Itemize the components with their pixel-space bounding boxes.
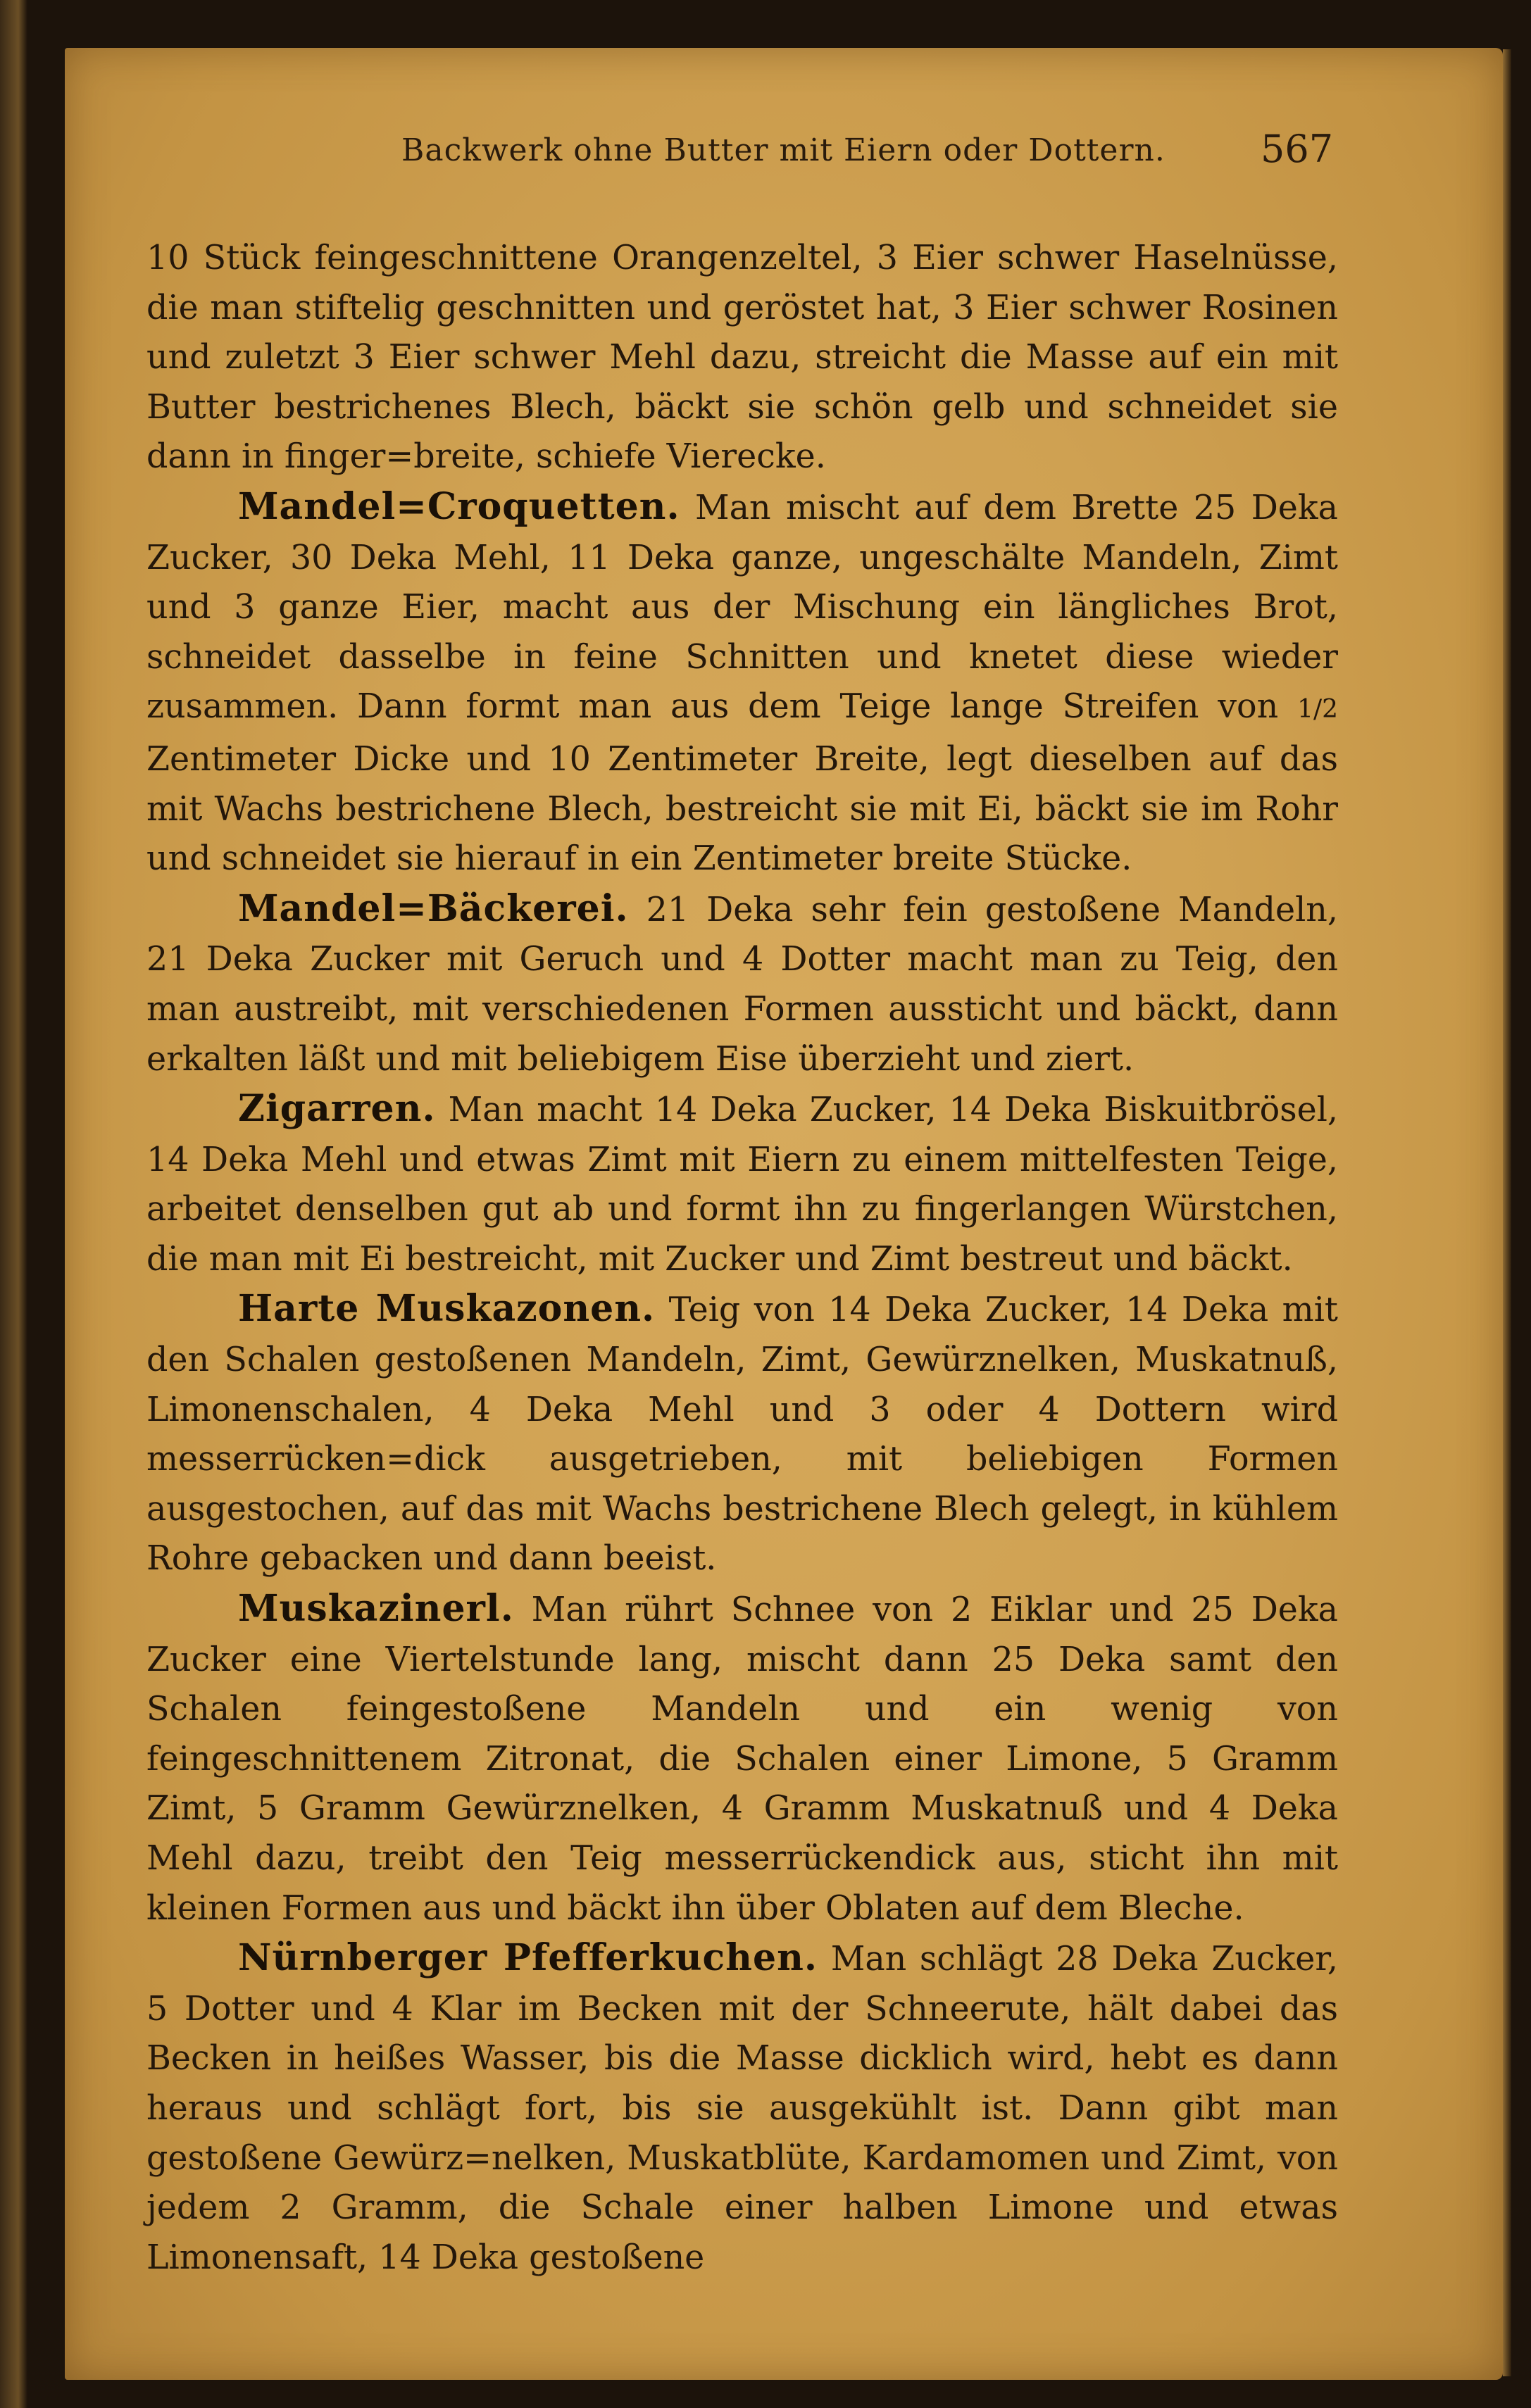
recipe-text: 21 Deka sehr fein gestoßene Mandeln, 21 Deka Zucker mit Geruch und 4 Dotter macht man zu Teig, den man austreibt, mit verschiedenen Formen aussticht und bäckt, dann erkalten läßt und mit beliebigem Eise überzieht und ziert.	[146, 890, 1338, 1079]
recipe-nuernberger-pfefferkuchen	[146, 1933, 1338, 2283]
recipe-mandel-baeckerei	[146, 884, 1338, 1084]
recipe-title: Zigarren.	[238, 1087, 436, 1131]
recipe-text: Man mischt auf dem Brette 25 Deka Zucker, 30 Deka Mehl, 11 Deka ganze, ungeschälte Mandeln, Zimt und 3 ganze Eier, macht aus der Mischung ein längliches Brot, schneidet dasselbe in feine Schnitten und knetet diese wieder zusammen. Dann formt man aus dem Teige lange Streifen von	[146, 488, 1338, 727]
recipe-text: Teig von 14 Deka Zucker, 14 Deka mit den Schalen gestoßenen Mandeln, Zimt, Gewürznelken, Muskatnuß, Limonenschalen, 4 Deka Mehl und 3 oder 4 Dottern wird messerrücken=dick ausgetrieben, mit beliebigen Formen ausgestochen, auf das mit Wachs bestrichene Blech gelegt, in kühlem Rohre gebacken und dann beeist.	[146, 1291, 1338, 1579]
recipe-text-continued: Zentimeter Dicke und 10 Zentimeter Breite, legt dieselben auf das mit Wachs bestrichene Blech, bestreicht sie mit Ei, bäckt sie im Rohr und schneidet sie hierauf in ein Zentimeter breite Stücke.	[146, 739, 1338, 879]
recipe-title: Muskazinerl.	[238, 1587, 514, 1631]
recipe-title: Nürnberger Pfefferkuchen.	[238, 1936, 818, 1980]
intro-paragraph: 10 Stück feingeschnittene Orangenzeltel, 3 Eier schwer Haselnüsse, die man stiftelig geschnitten und geröstet hat, 3 Eier schwer Rosinen und zuletzt 3 Eier schwer Mehl dazu, streicht die Masse auf ein mit Butter bestrichenes Blech, bäckt sie schön gelb und schneidet sie dann in finger=breite, schiefe Vierecke.	[146, 239, 1338, 477]
page-edge	[1503, 49, 1511, 2376]
recipe-mandel-croquetten	[146, 482, 1338, 884]
recipe-text: Man macht 14 Deka Zucker, 14 Deka Biskuitbrösel, 14 Deka Mehl und etwas Zimt mit Eiern zu einem mittelfesten Teige, arbeitet denselben gut ab und formt ihn zu fingerlangen Würstchen, die man mit Ei bestreicht, mit Zucker und Zimt bestreut und bäckt.	[146, 1091, 1338, 1279]
recipe-zigarren	[146, 1084, 1338, 1284]
recipe-text: Man schlägt 28 Deka Zucker, 5 Dotter und 4 Klar im Becken mit der Schneerute, hält dabei das Becken in heißes Wasser, bis die Masse dicklich wird, hebt es dann heraus und schlägt fort, bis sie ausgekühlt ist. Dann gibt man gestoßene Gewürz=nelken, Muskatblüte, Kardamomen und Zimt, von jedem 2 Gramm, die Schale einer halben Limone und etwas Limonensaft, 14 Deka gestoßene	[146, 1940, 1338, 2277]
running-header: Backwerk ohne Butter mit Eiern oder Dottern.	[401, 132, 1166, 168]
recipe-title: Mandel=Croquetten.	[238, 484, 680, 528]
page-body	[146, 234, 1338, 2283]
recipe-title: Harte Muskazonen.	[238, 1287, 656, 1331]
fraction: 1/2	[1297, 695, 1338, 725]
recipe-muskazinerl	[146, 1584, 1338, 1933]
recipe-text: Man rührt Schnee von 2 Eiklar und 25 Deka Zucker eine Viertelstunde lang, mischt dann 25 Deka samt den Schalen feingestoßene Mandeln und ein wenig von feingeschnittenem Zitronat, die Schalen einer Limone, 5 Gramm Zimt, 5 Gramm Gewürznelken, 4 Gramm Muskatnuß und 4 Deka Mehl dazu, treibt den Teig messerrückendick aus, sticht ihn mit kleinen Formen aus und bäckt ihn über Oblaten auf dem Bleche.	[146, 1591, 1338, 1928]
recipe-harte-muskazonen	[146, 1284, 1338, 1584]
page-number: 567	[1261, 127, 1334, 171]
recipe-title: Mandel=Bäckerei.	[238, 886, 629, 930]
